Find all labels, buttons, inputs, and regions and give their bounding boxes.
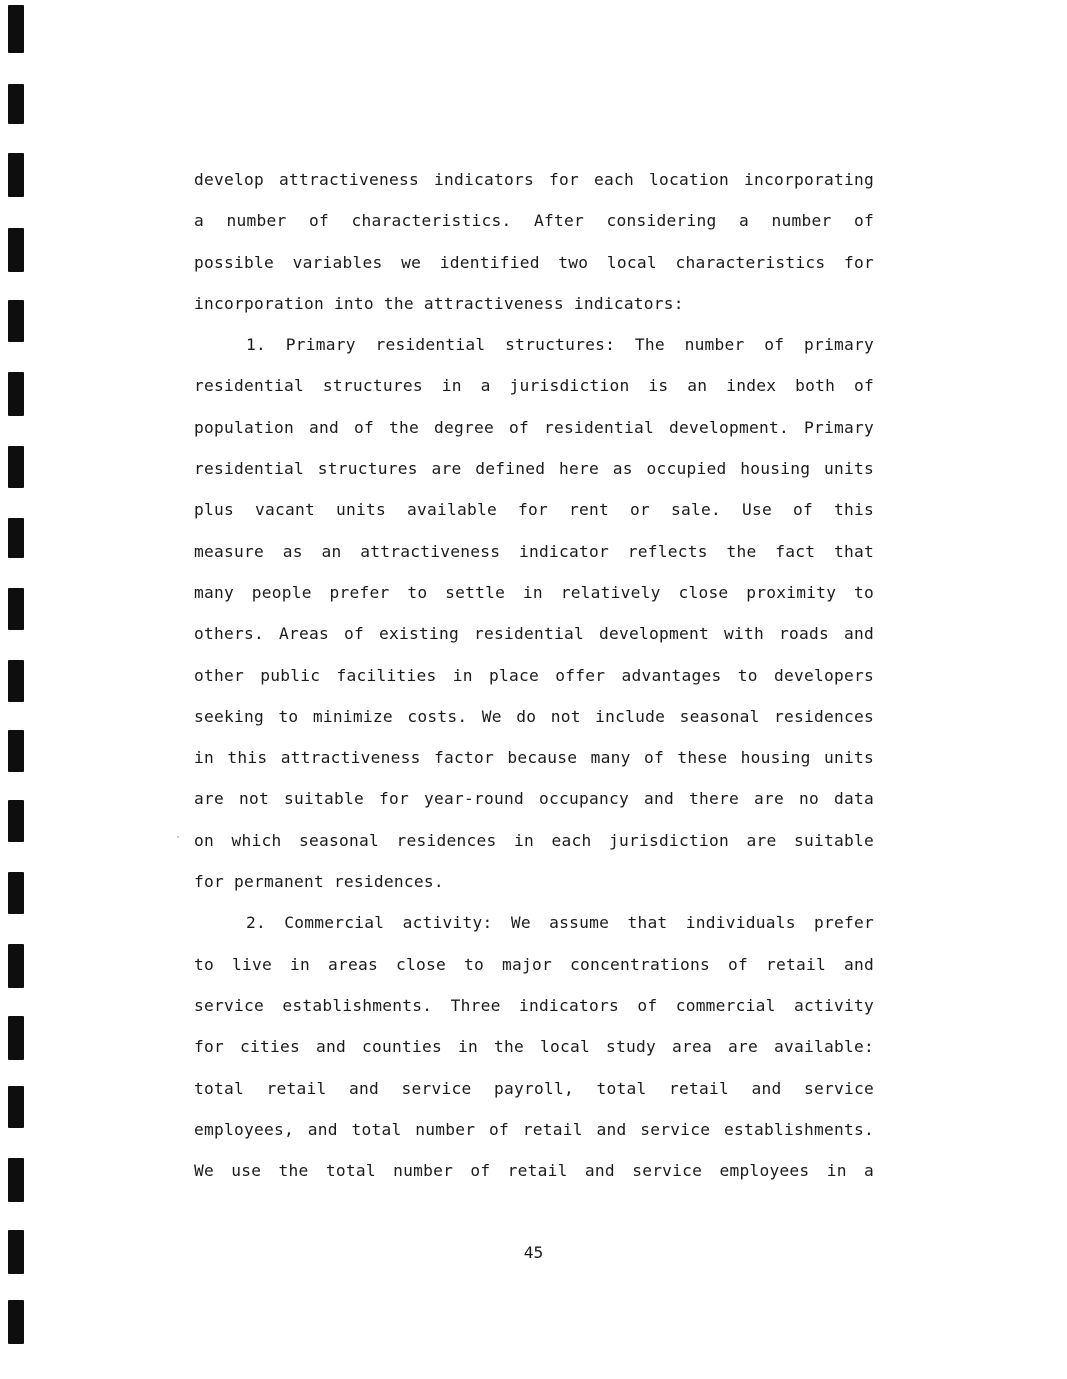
binding-mark [8, 300, 24, 342]
text-line: seeking to minimize costs. We do not include seasonal residences [194, 706, 874, 726]
text-line: We use the total number of retail and service employees in a [194, 1161, 874, 1181]
text-line: in this attractiveness factor because many of these housing units [194, 748, 874, 768]
text-line: to live in areas close to major concentrations of retail and [194, 954, 874, 974]
text-line: for permanent residences. [194, 872, 444, 892]
text-line: are not suitable for year-round occupancy and there are no data [194, 789, 874, 809]
binding-mark [8, 588, 24, 630]
binding-mark [8, 1300, 24, 1344]
text-line: possible variables we identified two local characteristics for [194, 252, 874, 272]
text-line: develop attractiveness indicators for each location incorporating [194, 170, 874, 189]
text-line: other public facilities in place offer advantages to developers [194, 665, 874, 685]
binding-mark [8, 660, 24, 702]
binding-mark [8, 372, 24, 416]
text-line: on which seasonal residences in each jurisdiction are suitable [194, 830, 874, 850]
text-line: service establishments. Three indicators of commercial activity [194, 995, 874, 1015]
text-line: employees, and total number of retail and service establishments. [194, 1119, 874, 1139]
body-text [194, 165, 874, 1197]
binding-mark [8, 872, 24, 914]
binding-mark [8, 1086, 24, 1128]
text-line: plus vacant units available for rent or sale. Use of this [194, 500, 874, 520]
binding-mark [8, 1158, 24, 1202]
binding-mark [8, 5, 24, 53]
binding-mark [8, 730, 24, 772]
text-line: population and of the degree of residential development. Primary [194, 417, 874, 437]
page-number: 45 [523, 1243, 544, 1262]
list-item-commercial-activity: 2. Commercial activity: We assume that individuals prefer [246, 913, 874, 933]
binding-mark [8, 153, 24, 197]
text-line: a number of characteristics. After considering a number of [194, 211, 874, 231]
text-line: residential structures are defined here as occupied housing units [194, 459, 874, 479]
text-line: residential structures in a jurisdiction is an index both of [194, 376, 874, 396]
text-line: incorporation into the attractiveness indicators: [194, 293, 684, 313]
text-line: others. Areas of existing residential development with roads and [194, 624, 874, 644]
text-line: measure as an attractiveness indicator reflects the fact that [194, 541, 874, 561]
binding-mark [8, 228, 24, 272]
binding-mark [8, 84, 24, 124]
list-item-primary-residential: 1. Primary residential structures: The number of primary [246, 335, 874, 355]
text-line: total retail and service payroll, total retail and service [194, 1078, 874, 1098]
text-line: many people prefer to settle in relatively close proximity to [194, 582, 874, 602]
scan-speck [177, 836, 179, 838]
binding-hole-strip [0, 0, 40, 1379]
text-line: for cities and counties in the local study area are available: [194, 1037, 874, 1057]
binding-mark [8, 800, 24, 842]
binding-mark [8, 1016, 24, 1060]
binding-mark [8, 518, 24, 558]
binding-mark [8, 944, 24, 988]
binding-mark [8, 446, 24, 488]
